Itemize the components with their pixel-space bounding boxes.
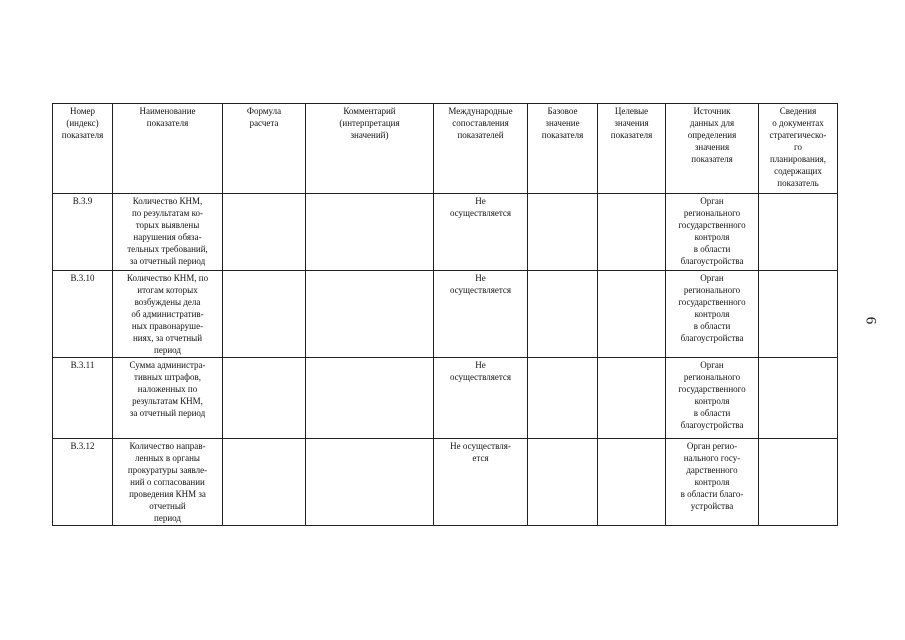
table-row (53, 194, 838, 271)
cell-target (598, 358, 666, 439)
cell-name: Количество направ- ленных в органы прокуратуры заявле- ний о согласовании проведения КНМ за отчетный период (113, 439, 223, 526)
cell-comment (306, 358, 434, 439)
indicators-table (52, 103, 838, 526)
cell-base (528, 358, 598, 439)
cell-base (528, 271, 598, 358)
cell-source: Орган регионального государственного контроля в области благоустройства (666, 194, 759, 271)
cell-docs (759, 439, 838, 526)
cell-index: В.3.9 (53, 194, 113, 271)
table-row (53, 358, 838, 439)
table-row (53, 271, 838, 358)
cell-formula (223, 271, 306, 358)
cell-comment (306, 439, 434, 526)
header-name: Наименование показателя (113, 104, 223, 194)
header-docs: Сведения о документах стратегическо- го планирования, содержащих показатель (759, 104, 838, 194)
cell-index: В.3.12 (53, 439, 113, 526)
cell-docs (759, 271, 838, 358)
cell-international: Не осуществляется (434, 271, 528, 358)
header-international: Международные сопоставления показателей (434, 104, 528, 194)
cell-name: Количество КНМ, по итогам которых возбуждены дела об административ- ных правонаруше- ниях, за отчетный период (113, 271, 223, 358)
header-target: Целевые значения показателя (598, 104, 666, 194)
cell-comment (306, 194, 434, 271)
cell-docs (759, 194, 838, 271)
cell-formula (223, 194, 306, 271)
table-header-row (53, 104, 838, 194)
cell-base (528, 439, 598, 526)
cell-target (598, 194, 666, 271)
cell-international: Не осуществляется (434, 194, 528, 271)
header-source: Источник данных для определения значения показателя (666, 104, 759, 194)
cell-target (598, 271, 666, 358)
cell-international: Не осуществляется (434, 358, 528, 439)
header-formula: Формула расчета (223, 104, 306, 194)
cell-base (528, 194, 598, 271)
cell-name: Количество КНМ, по результатам ко- торых выявлены нарушения обяза- тельных требований, за отчетный период (113, 194, 223, 271)
cell-docs (759, 358, 838, 439)
cell-international: Не осуществля- ется (434, 439, 528, 526)
header-comment: Комментарий (интерпретация значений) (306, 104, 434, 194)
cell-formula (223, 358, 306, 439)
cell-index: В.3.11 (53, 358, 113, 439)
cell-source: Орган регионального государственного контроля в области благоустройства (666, 271, 759, 358)
cell-comment (306, 271, 434, 358)
header-base: Базовое значение показателя (528, 104, 598, 194)
cell-source: Орган регио- нального госу- дарственного контроля в области благо- устройства (666, 439, 759, 526)
cell-index: В.3.10 (53, 271, 113, 358)
cell-formula (223, 439, 306, 526)
cell-target (598, 439, 666, 526)
table-row (53, 439, 838, 526)
cell-source: Орган регионального государственного контроля в области благоустройства (666, 358, 759, 439)
page-number: 6 (862, 316, 879, 325)
cell-name: Сумма администра- тивных штрафов, наложенных по результатам КНМ, за отчетный период (113, 358, 223, 439)
header-index: Номер (индекс) показателя (53, 104, 113, 194)
